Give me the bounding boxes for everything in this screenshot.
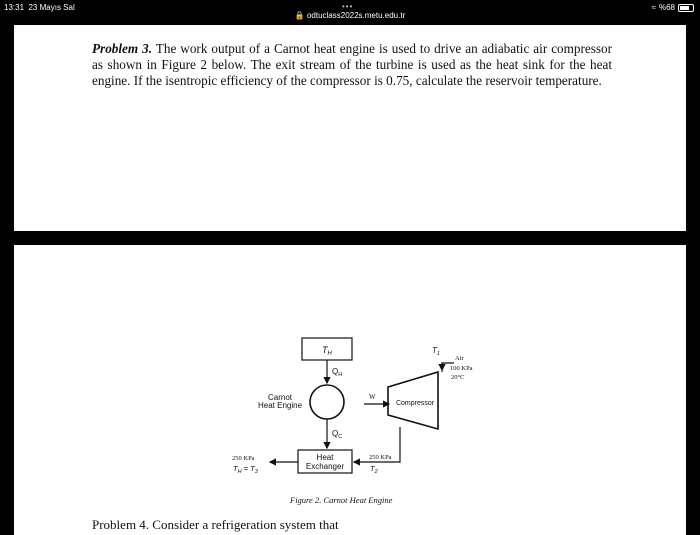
url-bar[interactable]: [0, 11, 700, 20]
document-page-1: [14, 25, 686, 231]
air-pressure: 100 KPa: [450, 365, 473, 372]
exit-pressure: 250 KPa: [232, 455, 255, 462]
t2-label: $T_2$: [370, 464, 378, 475]
carnot-label-2: Heat Engine: [257, 401, 303, 410]
qc-label: $Q_C$: [332, 429, 343, 440]
battery-percent: %68: [658, 3, 675, 12]
figure-caption: Figure 2. Carnot Heat Engine: [290, 495, 393, 505]
th-label: $T_H$: [322, 345, 332, 357]
status-time: 13:31 23 Mayıs Sal: [4, 3, 75, 12]
next-problem-partial: Problem 4. Consider a refrigeration system that: [92, 517, 339, 532]
carnot-figure: [14, 245, 686, 535]
outlet-pressure: 250 KPa: [369, 454, 392, 461]
lock-icon: 🔒: [294, 11, 305, 20]
carnot-engine-circle: [310, 385, 344, 419]
compressor-label: Compressor: [395, 400, 435, 407]
work-label: W: [369, 393, 376, 401]
document-page-2: [14, 245, 686, 535]
wifi-icon: ≈: [651, 3, 656, 12]
problem-3-text: [92, 41, 612, 90]
exit-temperature: $T_H = T_3$: [233, 464, 258, 475]
air-label: Air: [455, 355, 464, 362]
hx-label-1: Heat: [316, 453, 334, 462]
carnot-label-1: Carnot: [267, 393, 293, 402]
t1-label: $T_1$: [432, 346, 440, 357]
url-text: odtuclass2022s.metu.edu.tr: [306, 11, 406, 20]
browser-menu-dots[interactable]: •••: [342, 2, 354, 11]
problem-body: The work output of a Carnot heat engine is used to drive an adiabatic air compressor as shown in Figure 2 below. The exit stream of the turbine is used as the heat sink for the heat engine. If the isentropic efficiency of the compressor is 0.75, calculate the reservoir temperature.: [92, 41, 612, 89]
problem-label: Problem 3.: [92, 41, 153, 56]
qh-label: $Q_H$: [332, 367, 343, 378]
hx-label-2: Exchanger: [305, 462, 345, 471]
air-temperature: 20°C: [451, 374, 465, 381]
